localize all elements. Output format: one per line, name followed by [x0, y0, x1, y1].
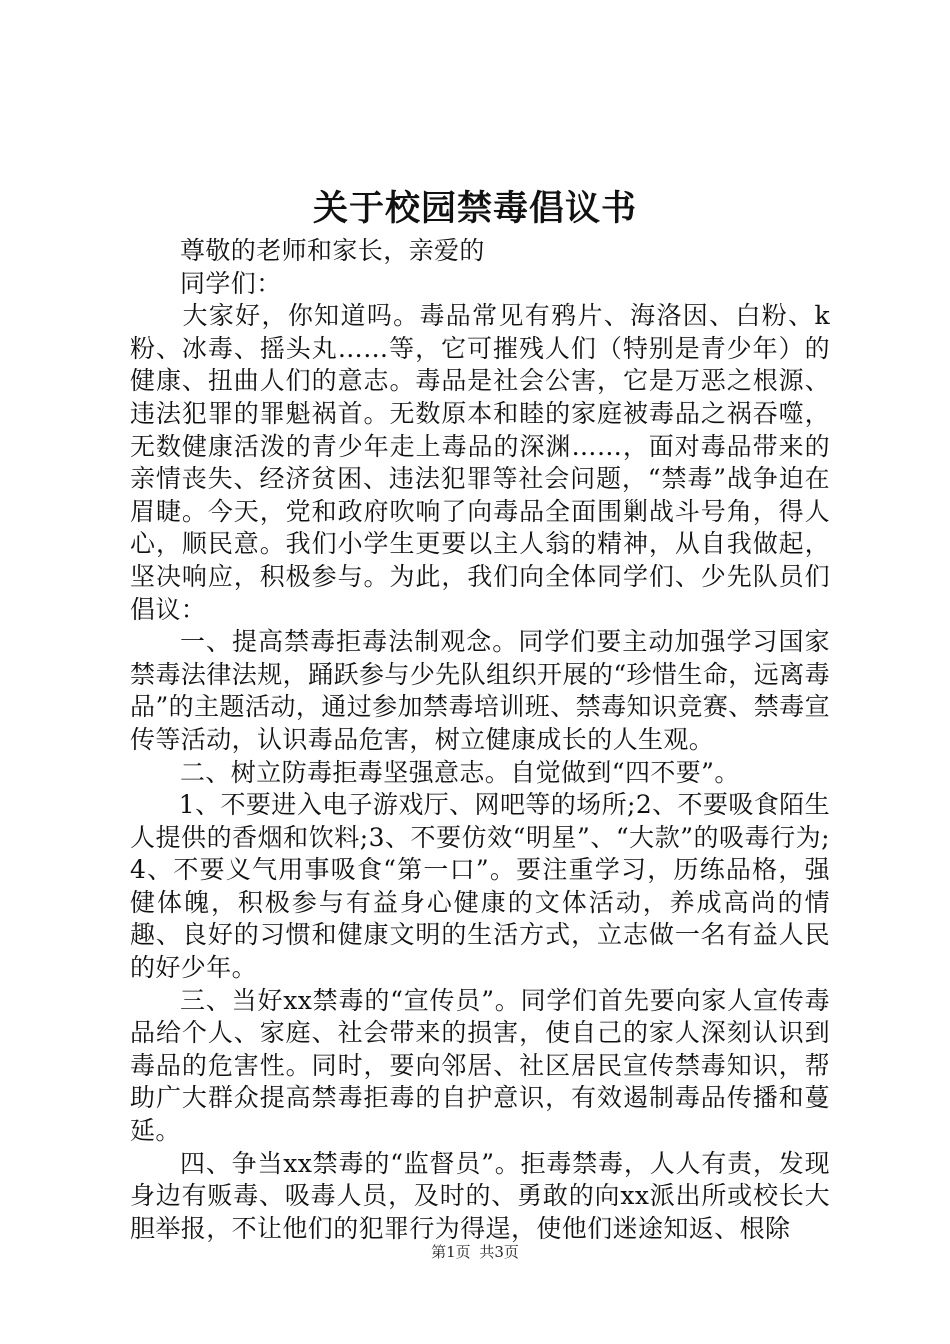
paragraph-four-donts: 1、不要进入电子游戏厅、网吧等的场所;2、不要吸食陌生人提供的香烟和饮料;3、不要仿效“明星”、“大款”的吸毒行为;4、不要义气用事吸食“第一口”。要注重学习，历练品格，强健体魄，积极参与有益身心健康的文体活动，养成高尚的情趣、良好的习惯和健康文明的生活方式，立志做一名有益人民的好少年。 — [130, 790, 830, 983]
paragraph-proposal-4: 四、争当xx禁毒的“监督员”。拒毒禁毒，人人有责，发现身边有贩毒、吸毒人员，及时的、勇敢的向xx派出所或校长大胆举报，不让他们的犯罪行为得逞，使他们迷途知返、根除 — [130, 1148, 830, 1243]
paragraph-proposal-3: 三、当好xx禁毒的“宣传员”。同学们首先要向家人宣传毒品给个人、家庭、社会带来的损害，使自己的家人深刻认识到毒品的危害性。同时，要向邻居、社区居民宣传禁毒知识，帮助广大群众提高禁毒拒毒的自护意识，有效遏制毒品传播和蔓延。 — [130, 985, 830, 1146]
paragraph-proposal-1: 一、提高禁毒拒毒法制观念。同学们要主动加强学习国家禁毒法律法规，踊跃参与少先队组织开展的“珍惜生命，远离毒品”的主题活动，通过参加禁毒培训班、禁毒知识竞赛、禁毒宣传等活动，认识毒品危害，树立健康成长的人生观。 — [130, 627, 830, 754]
paragraph-intro: 大家好，你知道吗。毒品常见有鸦片、海洛因、白粉、k粉、冰毒、摇头丸……等，它可摧残人们（特别是青少年）的健康、扭曲人们的意志。毒品是社会公害，它是万恶之根源、违法犯罪的罪魁祸首。无数原本和睦的家庭被毒品之祸吞噬，无数健康活泼的青少年走上毒品的深渊……，面对毒品带来的亲情丧失、经济贫困、违法犯罪等社会问题，“禁毒”战争迫在眉睫。今天，党和政府吹响了向毒品全面围剿战斗号角，得人心，顺民意。我们小学生更要以主人翁的精神，从自我做起，坚决响应，积极参与。为此，我们向全体同学们、少先队员们倡议： — [130, 301, 830, 624]
page-footer — [0, 1242, 950, 1262]
page-number: 第1页 — [431, 1243, 471, 1261]
document-body — [130, 235, 830, 1245]
salutation-line-1: 尊敬的老师和家长，亲爱的 — [180, 236, 485, 265]
paragraph-proposal-2: 二、树立防毒拒毒坚强意志。自觉做到“四不要”。 — [180, 757, 740, 787]
salutation-line-2: 同学们： — [180, 268, 282, 298]
page-total: 共3页 — [479, 1243, 519, 1261]
document-title: 关于校园禁毒倡议书 — [312, 188, 637, 229]
